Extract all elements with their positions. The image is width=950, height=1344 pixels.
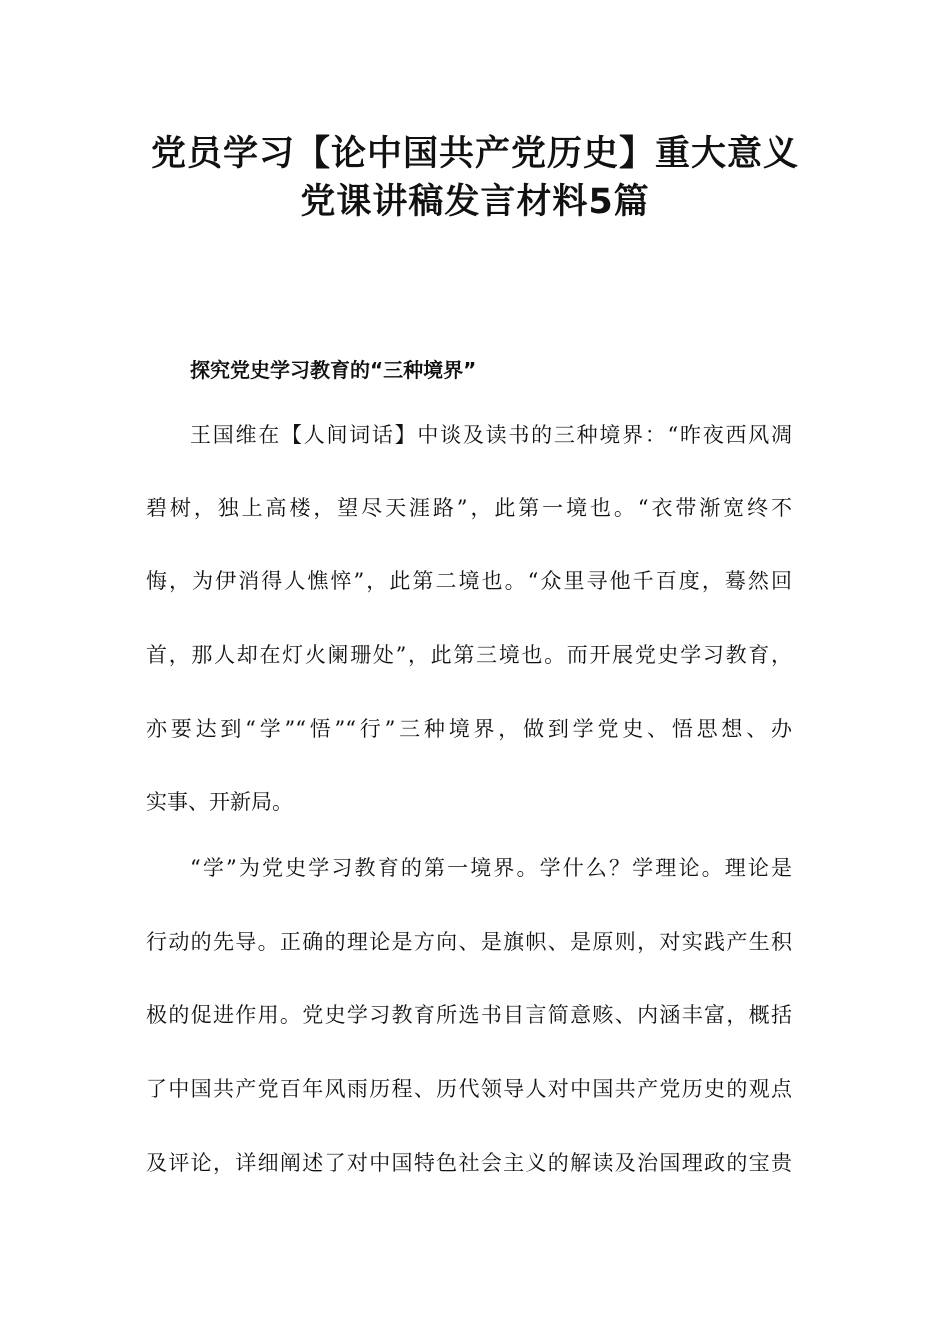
document-title-line-2: 党课讲稿发言材料5篇 bbox=[300, 182, 650, 222]
paragraph-1-line-3: 悔，为伊消得人憔悴”，此第二境也。“众里寻他千百度，蓦然回 bbox=[146, 569, 792, 593]
paragraph-1-line-5: 亦要达到“学”“悟”“行”三种境界，做到学党史、悟思想、办 bbox=[146, 717, 792, 741]
paragraph-2-line-4: 了中国共产党百年风雨历程、历代领导人对中国共产党历史的观点 bbox=[146, 1077, 792, 1101]
paragraph-2-line-1: “学”为党史学习教育的第一境界。学什么？学理论。理论是 bbox=[190, 856, 792, 880]
document-title-line-1: 党员学习【论中国共产党历史】重大意义 bbox=[150, 134, 799, 174]
paragraph-2-line-3: 极的促进作用。党史学习教育所选书目言简意赅、内涵丰富，概括 bbox=[146, 1003, 792, 1027]
paragraph-2-line-5: 及评论，详细阐述了对中国特色社会主义的解读及治国理政的宝贵 bbox=[146, 1151, 792, 1175]
paragraph-2-line-2: 行动的先导。正确的理论是方向、是旗帜、是原则，对实践产生积 bbox=[146, 930, 792, 954]
paragraph-1-line-2: 碧树，独上高楼，望尽天涯路”，此第一境也。“衣带渐宽终不 bbox=[146, 496, 792, 520]
paragraph-1-line-6: 实事、开新局。 bbox=[146, 790, 293, 814]
paragraph-1-line-4: 首，那人却在灯火阑珊处”，此第三境也。而开展党史学习教育， bbox=[146, 643, 792, 667]
section-heading: 探究党史学习教育的“三种境界” bbox=[190, 358, 477, 382]
paragraph-1-line-1: 王国维在【人间词话】中谈及读书的三种境界：“昨夜西风凋 bbox=[190, 423, 792, 447]
